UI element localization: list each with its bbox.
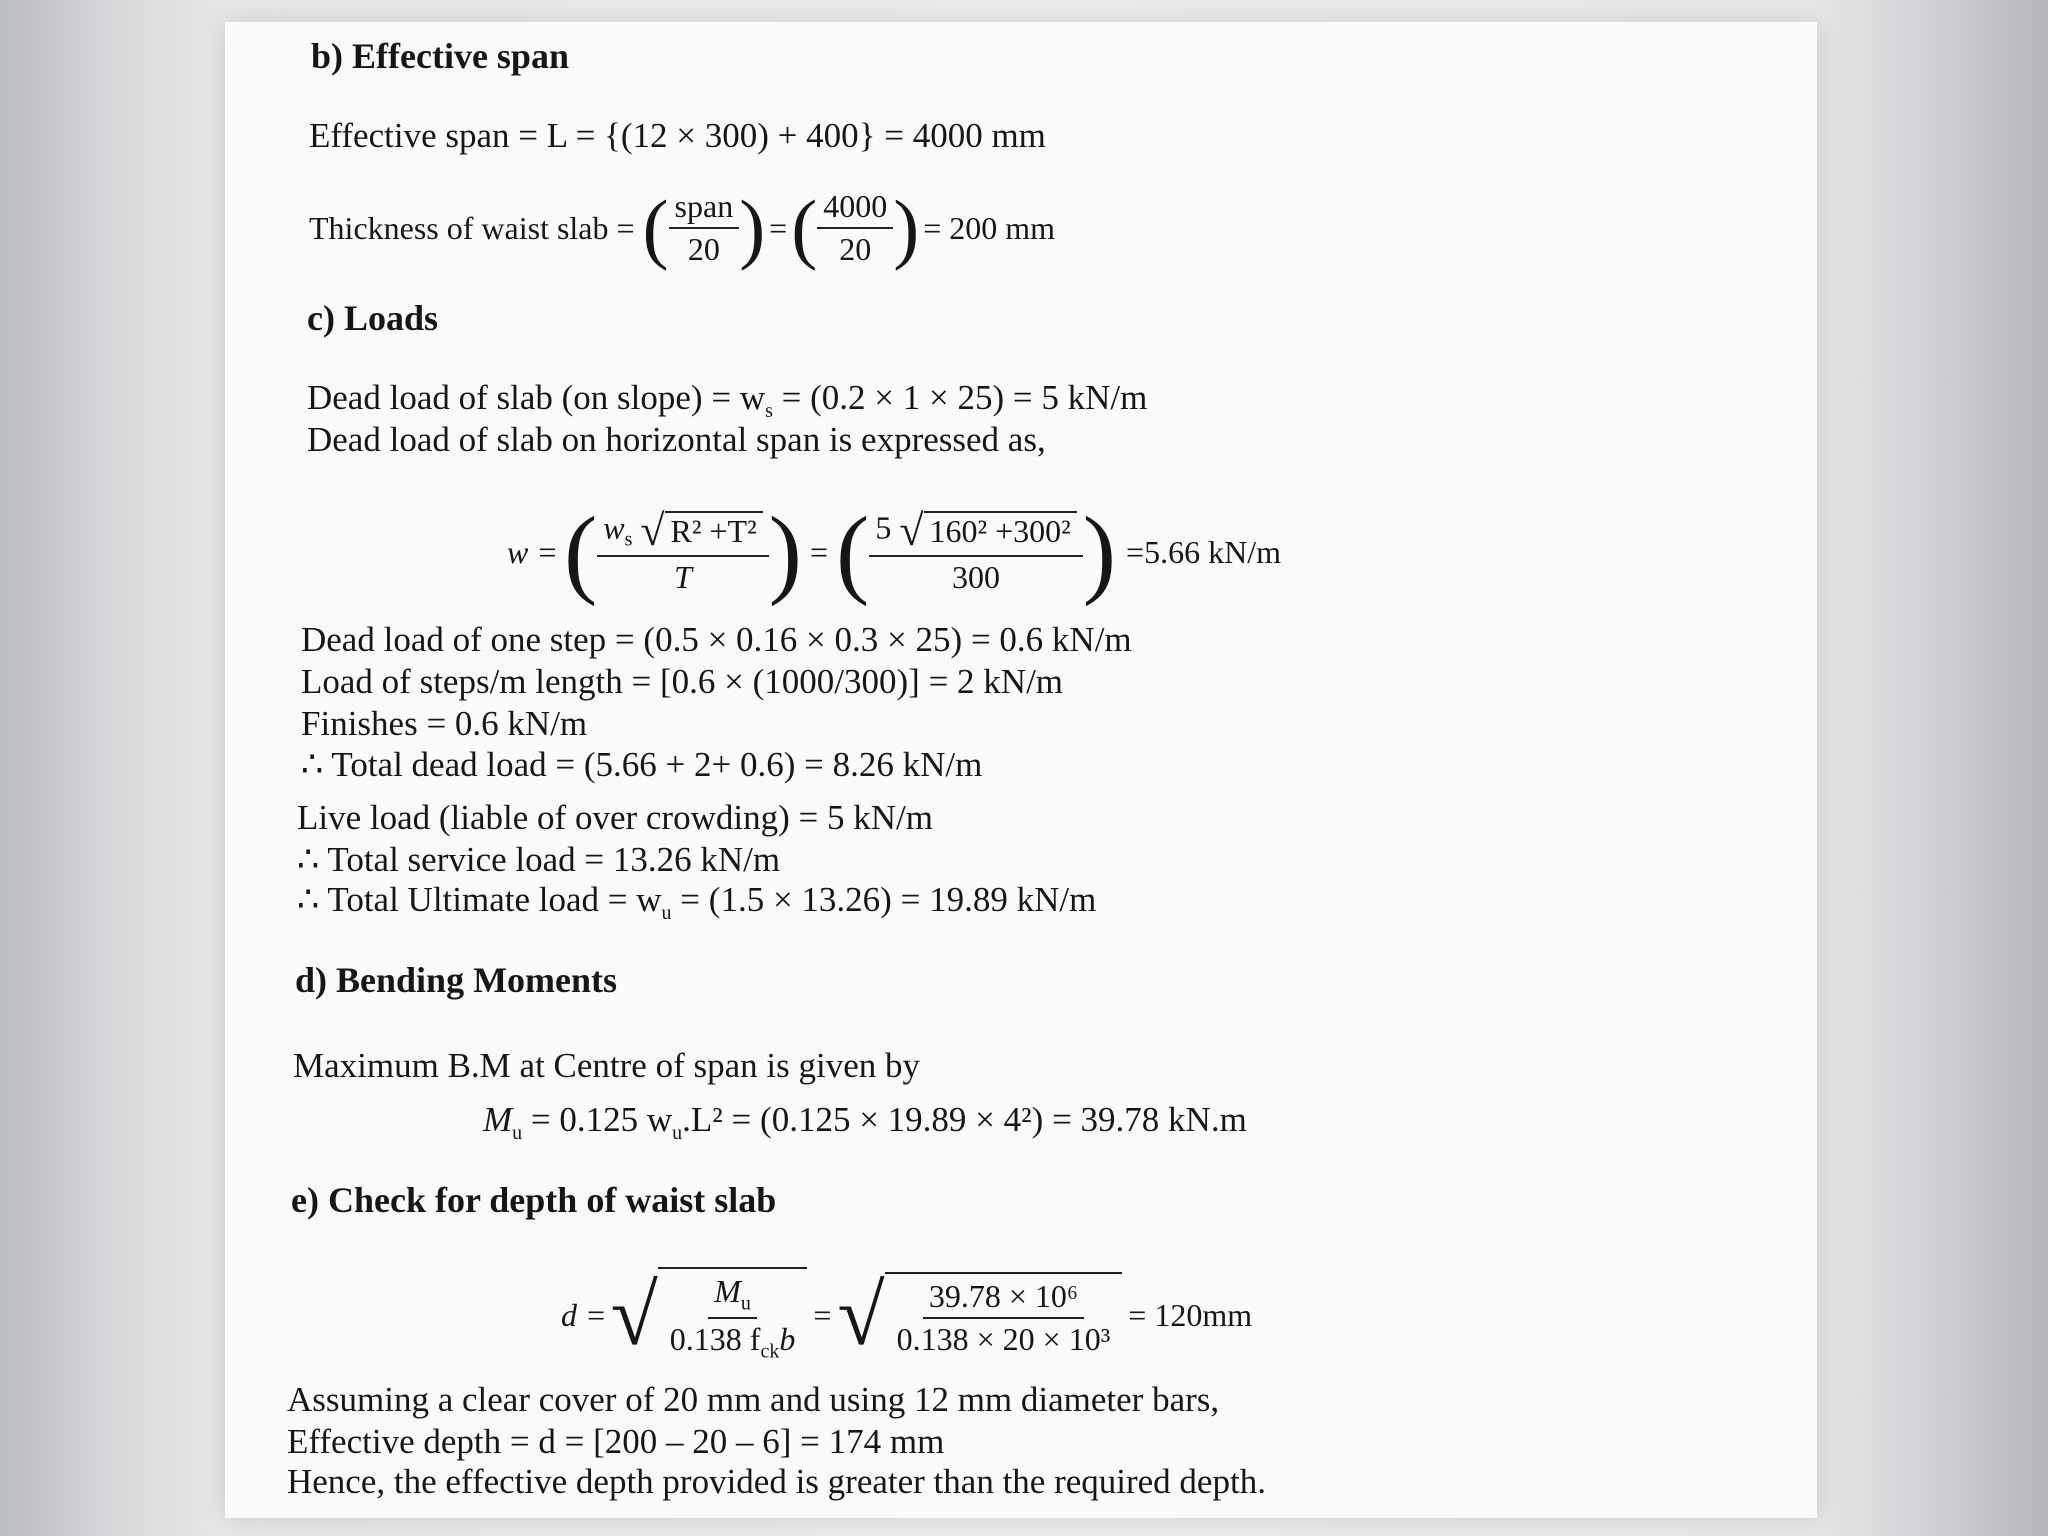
total-dead-load-line: ∴ Total dead load = (5.66 + 2+ 0.6) = 8.26 kN/m bbox=[301, 745, 983, 784]
thickness-result: = 200 mm bbox=[923, 209, 1056, 246]
max-bm-line: Maximum B.M at Centre of span is given by bbox=[293, 1046, 921, 1085]
live-load-line: Live load (liable of over crowding) = 5 kN/m bbox=[297, 798, 933, 837]
total-ultimate-value: = (1.5 × 13.26) = 19.89 kN/m bbox=[671, 880, 1097, 919]
fraction-denominator: 0.138 × 20 × 10³ bbox=[896, 1321, 1111, 1357]
horizontal-load-equation bbox=[507, 490, 1281, 614]
paren-close: ) bbox=[893, 184, 920, 271]
equals-sign: = bbox=[769, 209, 788, 246]
paren-open: ( bbox=[791, 184, 818, 271]
subscript: u bbox=[672, 1122, 683, 1144]
conclusion-line: Hence, the effective depth provided is greater than the required depth. bbox=[287, 1462, 1266, 1501]
radical-icon: √ bbox=[837, 1267, 885, 1363]
mu-fraction bbox=[664, 1273, 802, 1364]
waist-slab-thickness-equation bbox=[309, 176, 1055, 280]
dead-load-slope-value: = (0.2 × 1 × 25) = 5 kN/m bbox=[772, 378, 1148, 417]
total-service-load-line: ∴ Total service load = 13.26 kN/m bbox=[297, 840, 781, 879]
moment-result: .L² = (0.125 × 19.89 × 4²) = 39.78 kN.m bbox=[682, 1100, 1247, 1139]
fraction-denominator bbox=[664, 1319, 802, 1363]
paren-close: ) bbox=[1082, 496, 1117, 607]
paren-open: ( bbox=[836, 496, 870, 607]
ws-root-fraction bbox=[597, 505, 768, 596]
radicand: R² +T² bbox=[665, 511, 763, 550]
paren-open: ( bbox=[642, 184, 669, 271]
dead-load-slope-line bbox=[307, 380, 1147, 421]
depth-result: = 120mm bbox=[1128, 1296, 1253, 1333]
w-symbol: w bbox=[603, 508, 625, 545]
one-step-load-line: Dead load of one step = (0.5 × 0.16 × 0.3 × 25) = 0.6 kN/m bbox=[301, 620, 1132, 659]
paren-open: ( bbox=[563, 496, 598, 607]
document-page bbox=[225, 22, 1817, 1518]
fraction-numerator: span bbox=[669, 188, 740, 229]
fraction-numerator bbox=[597, 505, 768, 557]
dead-load-slope-text: Dead load of slab (on slope) = w bbox=[307, 378, 766, 417]
square-root bbox=[640, 505, 762, 555]
moment-symbol: M bbox=[714, 1272, 741, 1309]
w-result: =5.66 kN/m bbox=[1126, 533, 1281, 570]
fraction-denominator: 20 bbox=[839, 231, 872, 267]
depth-check-equation bbox=[561, 1260, 1252, 1370]
fraction-denominator: T bbox=[674, 558, 692, 595]
fraction-numerator bbox=[869, 505, 1082, 557]
dead-load-horizontal-line: Dead load of slab on horizontal span is expressed as, bbox=[307, 420, 1046, 459]
effective-depth-line: Effective depth = d = [200 – 20 – 6] = 174 mm bbox=[287, 1422, 945, 1461]
square-root bbox=[611, 1267, 808, 1364]
total-ultimate-load-line bbox=[297, 882, 1096, 923]
subscript: u bbox=[512, 1122, 523, 1144]
radicand bbox=[885, 1272, 1123, 1358]
denominator-text: 0.138 f bbox=[669, 1321, 761, 1357]
radicand: 160² +300² bbox=[924, 511, 1077, 550]
width-symbol: b bbox=[779, 1321, 796, 1357]
4000-over-20-fraction bbox=[817, 188, 893, 268]
moment-symbol: M bbox=[483, 1100, 513, 1139]
fraction-numerator: 4000 bbox=[817, 188, 893, 229]
fraction-numerator bbox=[708, 1273, 757, 1319]
paren-close: ) bbox=[739, 184, 766, 271]
effective-span-line: Effective span = L = {(12 × 300) + 400} = 4000 mm bbox=[309, 116, 1046, 155]
section-e-heading: e) Check for depth of waist slab bbox=[291, 1180, 777, 1220]
fraction-denominator: 20 bbox=[687, 231, 720, 267]
paren-close: ) bbox=[768, 496, 802, 607]
radicand bbox=[658, 1267, 808, 1364]
moment-equation-line bbox=[483, 1102, 1247, 1143]
steps-per-metre-line: Load of steps/m length = [0.6 × (1000/300)] = 2 kN/m bbox=[301, 662, 1064, 701]
subscript: ck bbox=[760, 1340, 780, 1363]
coefficient: 5 bbox=[875, 508, 892, 545]
equals-sign: = bbox=[813, 1296, 832, 1333]
thickness-label: Thickness of waist slab = bbox=[309, 209, 635, 246]
numeric-root-fraction bbox=[869, 505, 1082, 596]
numeric-fraction bbox=[891, 1278, 1117, 1358]
section-b-heading: b) Effective span bbox=[311, 36, 569, 76]
radical-icon: √ bbox=[640, 505, 665, 555]
span-over-20-fraction bbox=[669, 188, 740, 268]
subscript: s bbox=[765, 400, 773, 422]
clear-cover-line: Assuming a clear cover of 20 mm and using 12 mm diameter bars, bbox=[287, 1380, 1220, 1419]
radical-icon: √ bbox=[610, 1267, 658, 1363]
moment-expression: = 0.125 w bbox=[522, 1100, 673, 1139]
finishes-line: Finishes = 0.6 kN/m bbox=[301, 704, 588, 743]
fraction-numerator: 39.78 × 10⁶ bbox=[923, 1278, 1084, 1319]
square-root bbox=[837, 1267, 1122, 1363]
section-c-heading: c) Loads bbox=[307, 298, 439, 338]
subscript: s bbox=[624, 528, 633, 551]
section-d-heading: d) Bending Moments bbox=[295, 960, 618, 1000]
fraction-denominator: 300 bbox=[952, 558, 1001, 595]
equals-sign: = bbox=[809, 533, 829, 570]
d-lhs: d = bbox=[561, 1296, 607, 1333]
subscript: u bbox=[740, 1292, 751, 1314]
square-root bbox=[899, 505, 1076, 555]
subscript: u bbox=[661, 902, 672, 924]
total-ultimate-text: ∴ Total Ultimate load = w bbox=[297, 880, 662, 919]
w-lhs: w = bbox=[507, 533, 558, 570]
radical-icon: √ bbox=[899, 505, 924, 555]
